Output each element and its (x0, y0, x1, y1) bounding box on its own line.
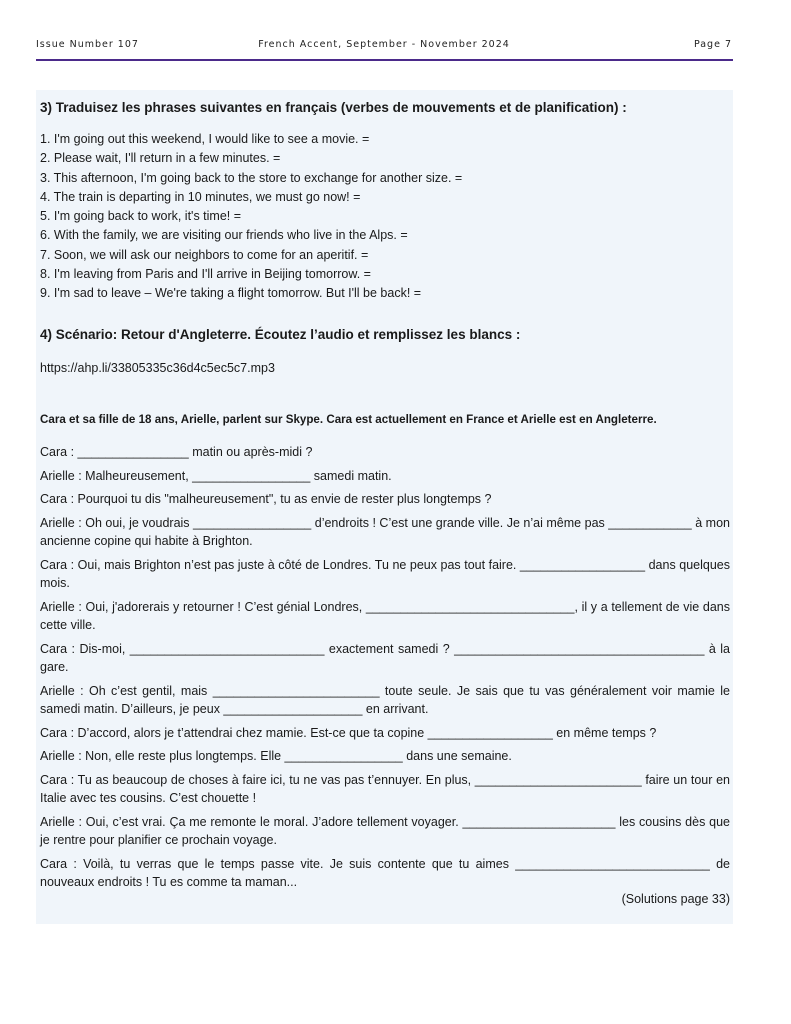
publication-title: French Accent, September - November 2024 (258, 39, 510, 50)
dialogue-line: Arielle : Oh c’est gentil, mais ________________________ toute seule. Je sais que tu vas généralement voir mamie le samedi matin. D’ailleurs, je peux ____________________ en arrivant. (40, 683, 730, 716)
dialogue-line: Arielle : Oh oui, je voudrais _________________ d’endroits ! C’est une grande ville. Je n’ai même pas ____________ à mon ancienne copine qui habite à Brighton. (40, 515, 730, 548)
list-item: 1. I'm going out this weekend, I would like to see a movie. = (40, 132, 370, 146)
dialogue (40, 443, 730, 897)
page-header (36, 39, 732, 55)
list-item: 5. I'm going back to work, it's time! = (40, 209, 242, 224)
dialogue-line: Arielle : Oui, c’est vrai. Ça me remonte le moral. J’adore tellement voyager. ______________________ les cousins dès que je rentre pour planifier ce prochain voyage. (40, 814, 730, 847)
list-item: 2. Please wait, I'll return in a few minutes. = (40, 151, 281, 166)
list-item: 8. I'm leaving from Paris and I'll arrive in Beijing tomorrow. = (40, 267, 371, 282)
dialogue-line: Arielle : Malheureusement, _________________ samedi matin. (40, 468, 392, 483)
audio-link[interactable]: https://ahp.li/33805335c36d4c5ec5c7.mp3 (40, 361, 275, 375)
dialogue-line: Cara : Dis-moi, ____________________________ exactement samedi ? ____________________________________ à la gare. (40, 641, 730, 674)
dialogue-line: Cara : ________________ matin ou après-midi ? (40, 445, 313, 459)
page-number: Page 7 (693, 39, 732, 50)
dialogue-line: Cara : D’accord, alors je t’attendrai chez mamie. Est-ce que ta copine __________________ en même temps ? (40, 725, 657, 740)
dialogue-line: Cara : Tu as beaucoup de choses à faire ici, tu ne vas pas t’ennuyer. En plus, ________________________ faire un tour en Italie avec tes cousins. C’est chouette ! (40, 772, 730, 805)
list-item: 3. This afternoon, I'm going back to the store to exchange for another size. = (40, 170, 463, 185)
scenario-intro: Cara et sa fille de 18 ans, Arielle, parlent sur Skype. Cara est actuellement en France et Arielle est en Angleterre. (40, 413, 657, 426)
section-4-title: 4) Scénario: Retour d'Angleterre. Écoutez l’audio et remplissez les blancs : (40, 327, 521, 342)
list-item: 4. The train is departing in 10 minutes, we must go now! = (40, 189, 361, 204)
list-item: 7. Soon, we will ask our neighbors to come for an aperitif. = (40, 247, 369, 262)
dialogue-line: Cara : Voilà, tu verras que le temps passe vite. Je suis contente que tu aimes ____________________________ de nouveaux endroits ! Tu es comme ta maman... (40, 856, 730, 889)
dialogue-line: Cara : Pourquoi tu dis "malheureusement", tu as envie de rester plus longtemps ? (40, 492, 492, 506)
header-divider (36, 59, 733, 61)
solutions-reference: (Solutions page 33) (621, 892, 730, 906)
section-3-title: 3) Traduisez les phrases suivantes en français (verbes de mouvements et de planification) : (40, 100, 627, 115)
dialogue-line: Arielle : Non, elle reste plus longtemps. Elle _________________ dans une semaine. (40, 749, 512, 763)
dialogue-line: Cara : Oui, mais Brighton n’est pas juste à côté de Londres. Tu ne peux pas tout faire. __________________ dans quelques mois. (40, 557, 730, 590)
list-item: 6. With the family, we are visiting our friends who live in the Alps. = (40, 228, 408, 243)
list-item: 9. I'm sad to leave – We're taking a flight tomorrow. But I'll be back! = (40, 286, 422, 301)
dialogue-line: Arielle : Oui, j'adorerais y retourner ! C’est génial Londres, ______________________________, il y a tellement de vie dans cette ville. (40, 599, 730, 632)
issue-number: Issue Number 107 (36, 39, 139, 50)
translation-list (40, 130, 462, 304)
